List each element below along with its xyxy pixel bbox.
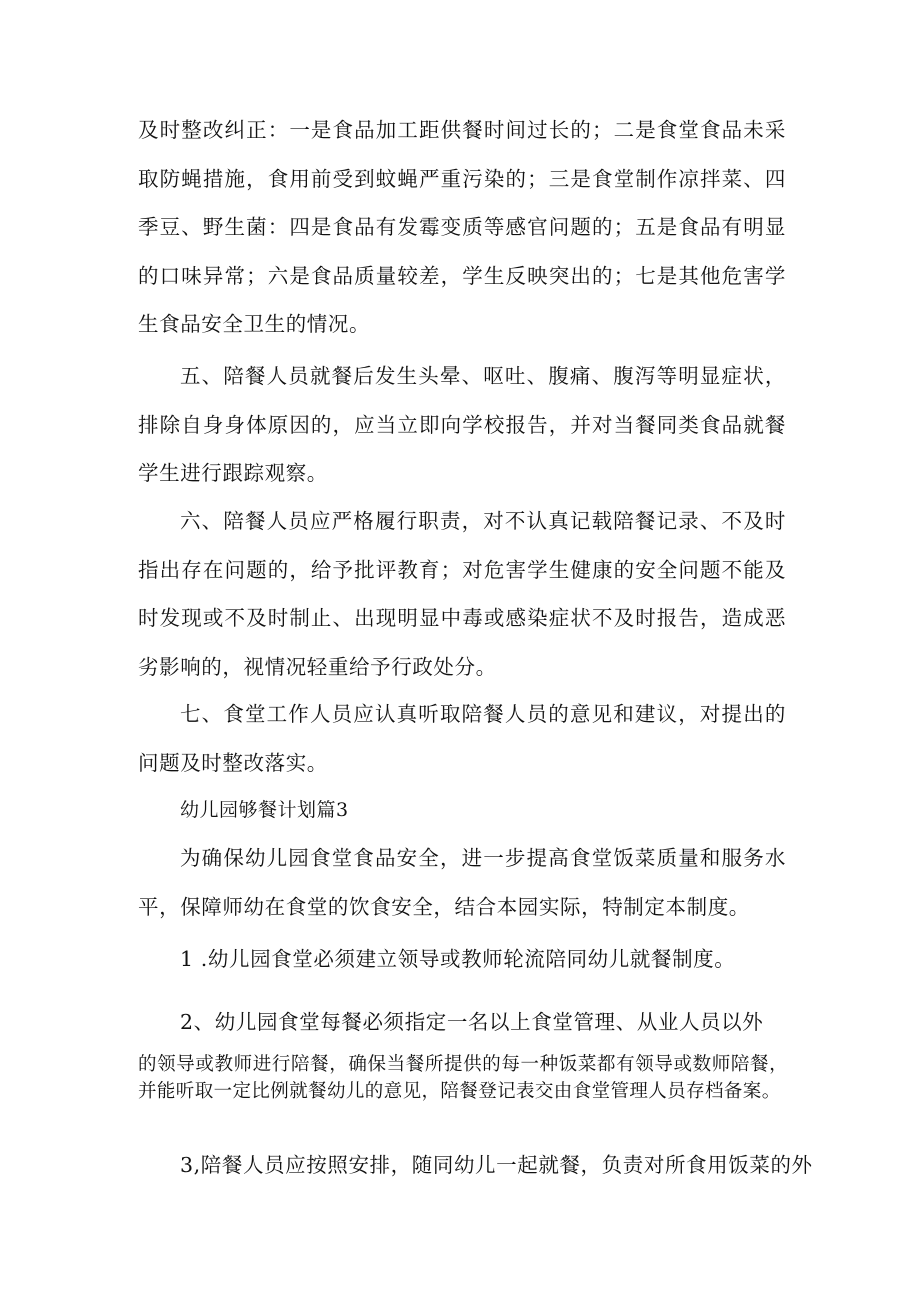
- paragraph-item-five: 五、陪餐人员就餐后发生头晕、呕吐、腹痛、腹泻等明显症状，排除自身身体原因的，应当立即向学校报告，并对当餐同类食品就餐学生进行跟踪观察。: [138, 364, 786, 485]
- section-heading: 幼儿园够餐计划篇3: [180, 799, 349, 821]
- paragraph-item-2-continuation: 的领导或教师进行陪餐，确保当餐所提供的每一种饭菜都有领导或数师陪餐，并能听取一定比例就餐幼儿的意见，陪餐登记表交由食堂管理人员存档备案。: [138, 1054, 788, 1102]
- paragraph-item-seven: 七、食堂工作人员应认真听取陪餐人员的意见和建议，对提出的问题及时整改落实。: [138, 702, 786, 775]
- paragraph-rectification-items: 及时整改纠正：一是食品加工距供餐时间过长的；二是食堂食品未采取防蝇措施，食用前受到蚊蝇严重污染的；三是食堂制作凉拌菜、四季豆、野生菌：四是食品有发霉变质等感官问题的；五是食品有明显的口味异常；六是食品质量较差，学生反映突出的；七是其他危害学生食品安全卫生的情况。: [138, 118, 786, 336]
- list-item-2: 2、幼儿园食堂每餐必须指定一名以上食堂管理、从业人员以外: [180, 1010, 764, 1034]
- paragraph-introduction: 为确保幼儿园食堂食品安全，进一步提高食堂饭菜质量和服务水平，保障师幼在食堂的饮食安全，结合本园实际，特制定本制度。: [138, 846, 786, 919]
- list-item-1: 1 .幼儿园食堂必须建立领导或教师轮流陪同幼儿就餐制度。: [180, 947, 736, 971]
- paragraph-item-six: 六、陪餐人员应严格履行职责，对不认真记载陪餐记录、不及时指出存在问题的，给予批评教育；对危害学生健康的安全问题不能及时发现或不及时制止、出现明显中毒或感染症状不及时报告，造成恶劣影响的，视情况轻重给予行政处分。: [138, 509, 786, 679]
- list-item-3: 3,陪餐人员应按照安排，随同幼儿一起就餐，负责对所食用饭菜的外: [180, 1153, 813, 1177]
